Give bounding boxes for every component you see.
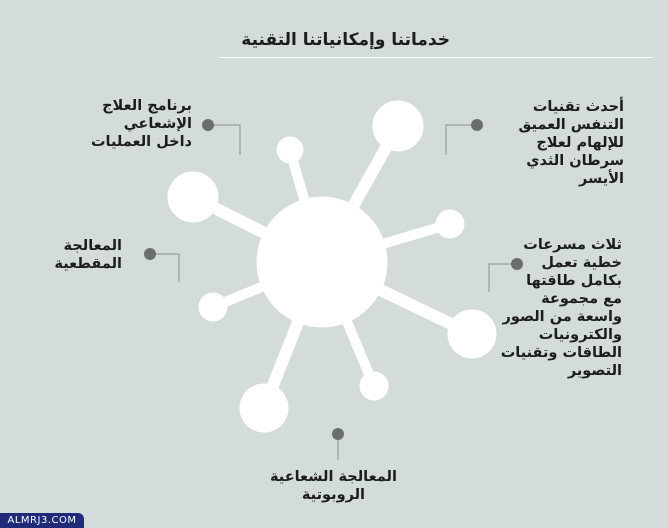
spike-tip-bottom [360, 372, 388, 400]
label-left [54, 237, 122, 273]
spike-tip-bottom-left [240, 384, 288, 432]
virus-core [257, 197, 387, 327]
label-line: سرطان الثدي [526, 153, 624, 169]
label-line: والكترونيات [538, 327, 622, 343]
label-line: المعالجة [63, 238, 122, 254]
label-bottom [270, 468, 397, 504]
label-line: واسعة من الصور [502, 309, 622, 325]
label-line: للإلهام لعلاج [536, 135, 624, 151]
dot-bottom [332, 428, 344, 440]
label-line: الروبوتية [301, 487, 366, 503]
dot-left [144, 248, 156, 260]
dot-top-left [202, 119, 214, 131]
spike-tip-left [168, 172, 218, 222]
spike-tip-right-large [448, 310, 496, 358]
label-line: المقطعية [54, 256, 122, 272]
label-line: الطاقات وتقنيات [500, 345, 622, 361]
label-line: المعالجة الشعاعية [270, 469, 397, 485]
spike-tip-right-small [436, 210, 464, 238]
spike-tip-top-right [373, 101, 423, 151]
label-line: التنفس العميق [518, 117, 624, 133]
label-line: الأيسر [579, 171, 624, 187]
page-title: خدماتنا وإمكانياتنا التقنية [241, 30, 450, 50]
label-line: داخل العمليات [90, 134, 192, 150]
label-line: أحدث تقنيات [532, 99, 624, 115]
dot-top-right [471, 119, 483, 131]
connector-left [150, 254, 179, 282]
connector-top-left [208, 125, 240, 155]
label-line: خطية تعمل [541, 255, 622, 271]
watermark: ALMRJ3.COM [0, 513, 84, 528]
label-top-right [518, 98, 624, 188]
label-right [501, 236, 622, 380]
label-line: ثلاث مسرعات [523, 237, 622, 253]
label-line: التصوير [567, 363, 622, 379]
label-line: الإشعاعي [123, 116, 192, 132]
spike-tip-top [277, 137, 303, 163]
spike-tip-left-small [199, 293, 227, 321]
label-line: برنامج العلاج [102, 98, 192, 114]
label-line: مع مجموعة [541, 291, 622, 307]
label-line: بكامل طاقتها [526, 273, 622, 289]
label-top-left [91, 97, 192, 151]
connector-top-right [446, 125, 477, 155]
virus-shape [168, 101, 496, 432]
